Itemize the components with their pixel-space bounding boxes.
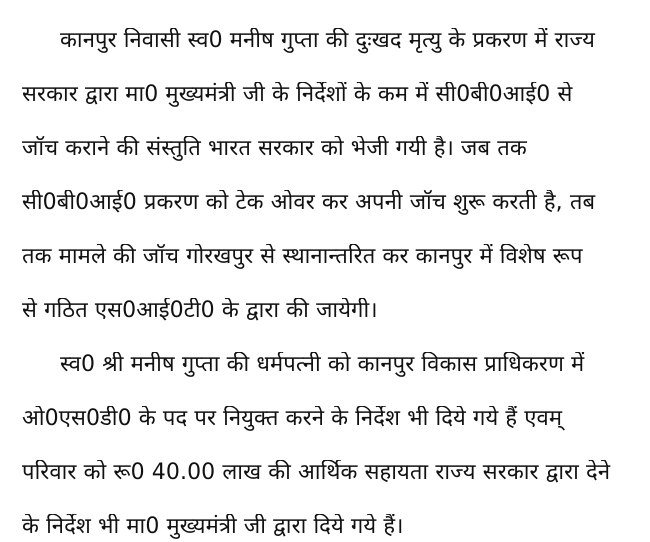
paragraph-1-line-6: से गठित एस0आई0टी0 के द्वारा की जायेगी। — [22, 298, 378, 323]
paragraph-2-line-4: के निर्देश भी मा0 मुख्यमंत्री जी द्वारा दिये गये हैं। — [22, 514, 404, 539]
paragraph-1-line-5: तक मामले की जॉच गोरखपुर से स्थानान्तरित कर कानपुर में विशेष रूप — [22, 244, 583, 269]
paragraph-1-line-2: सरकार द्वारा मा0 मुख्यमंत्री जी के निर्देशों के कम में सी0बी0आई0 से — [22, 82, 573, 107]
paragraph-1-line-4: सी0बी0आई0 प्रकरण को टेक ओवर कर अपनी जॉच शुरू करती है, तब — [22, 190, 596, 215]
paragraph-1-line-3: जॉच कराने की संस्तुति भारत सरकार को भेजी गयी है। जब तक — [22, 136, 527, 161]
paragraph-2-line-3: परिवार को रू0 40.00 लाख की आर्थिक सहायता राज्य सरकार द्वारा देने — [22, 460, 611, 485]
paragraph-2-line-1: स्व0 श्री मनीष गुप्ता की धर्मपत्नी को कानपुर विकास प्राधिकरण में — [60, 352, 585, 377]
paragraph-1-line-1: कानपुर निवासी स्व0 मनीष गुप्ता की दुःखद मृत्यु के प्रकरण में राज्य — [60, 28, 596, 53]
paragraph-2-line-2: ओ0एस0डी0 के पद पर नियुक्त करने के निर्देश भी दिये गये हैं एवम् — [22, 406, 563, 431]
